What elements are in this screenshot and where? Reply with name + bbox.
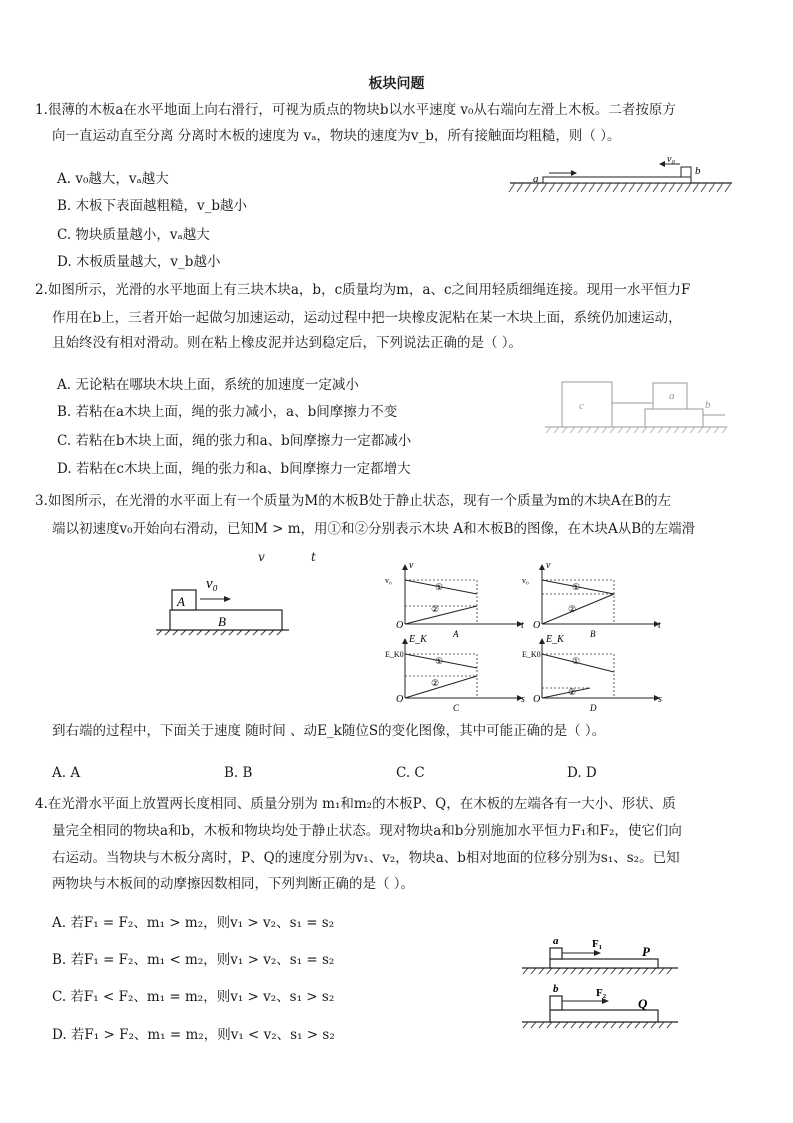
page-title: 板块问题 bbox=[368, 76, 425, 92]
graph-d-caption: D bbox=[590, 703, 597, 713]
graph-d-x-label: s bbox=[658, 694, 662, 705]
q1-label-b: b bbox=[695, 165, 701, 177]
q1-option-d[interactable]: D. 木板质量越大，v_b越小 bbox=[57, 254, 221, 270]
q2-line2: 作用在b上，三者开始一起做匀加速运动，运动过程中把一块橡皮泥粘在某一木块上面，系统仍加速运动， bbox=[52, 310, 682, 326]
q4-line1: 4.在光滑水平面上放置两长度相同、质量分别为 m₁和m₂的木板P、Q，在木板的左端各有一大小、形状、质 bbox=[35, 796, 676, 812]
graph-b-x-label: t bbox=[658, 620, 661, 631]
graph-d-y0-label: E_K0 bbox=[522, 650, 541, 659]
q2-figure bbox=[545, 375, 735, 435]
q4-board-q bbox=[550, 1010, 658, 1022]
graph-a-origin: O bbox=[396, 620, 404, 631]
graph-b-label-1: ① bbox=[572, 582, 581, 592]
graph-d-y-arrow bbox=[539, 638, 545, 644]
graph-a-label-2: ② bbox=[431, 604, 440, 614]
graph-b-curve-2 bbox=[542, 594, 614, 624]
graph-c-y-arrow bbox=[402, 638, 408, 644]
graph-a-curve-2 bbox=[405, 606, 477, 624]
graph-c-y0-label: E_K0 bbox=[385, 650, 404, 659]
graph-d-origin: O bbox=[533, 694, 541, 705]
graph-c-label-2: ② bbox=[431, 678, 440, 688]
q2-label-a: a bbox=[669, 390, 675, 402]
graph-a-y-label: v bbox=[409, 560, 414, 571]
q3-line3: 到右端的过程中，下面关于速度 随时间 、动E_k随位S的变化图像，其中可能正确的是（ ）。 bbox=[52, 723, 606, 739]
q4-figure bbox=[518, 928, 683, 1028]
q2-label-b: b bbox=[705, 399, 711, 411]
q2-line3: 且始终没有相对滑动。则在粘上橡皮泥并达到稳定后，下列说法正确的是（ ）。 bbox=[52, 335, 523, 351]
q3-option-a[interactable]: A. A bbox=[52, 765, 81, 781]
q1-option-c[interactable]: C. 物块质量越小，vₐ越大 bbox=[57, 227, 210, 243]
q1-line2: 向一直运动直至分离 分离时木板的速度为 vₐ，物块的速度为v_b，所有接触面均粗糙，则（ ）。 bbox=[52, 128, 621, 144]
q4-option-d[interactable]: D. 若F₁ > F₂、m₁ = m₂，则v₁ < v₂、s₁ > s₂ bbox=[52, 1027, 335, 1043]
q1-block-b bbox=[681, 167, 691, 177]
q2-option-b[interactable]: B. 若粘在a木块上面，绳的张力减小，a、b间摩擦力不变 bbox=[57, 404, 398, 420]
graph-a-x-label: t bbox=[521, 620, 524, 631]
q1-board-a bbox=[543, 177, 691, 183]
q3-board-b bbox=[170, 610, 282, 630]
graph-c-origin: O bbox=[396, 694, 404, 705]
graph-d-label-2: ② bbox=[568, 687, 577, 697]
q4-option-a[interactable]: A. 若F₁ = F₂、m₁ > m₂，则v₁ > v₂、s₁ = s₂ bbox=[52, 915, 335, 931]
q3-label-b: B bbox=[218, 614, 226, 629]
q4-option-b[interactable]: B. 若F₁ = F₂、m₁ < m₂，则v₁ > v₂、s₁ = s₂ bbox=[52, 952, 335, 968]
graph-a-caption: A bbox=[453, 629, 459, 639]
q1-label-v0: v₀ bbox=[667, 154, 675, 165]
q2-line1: 2.如图所示，光滑的水平地面上有三块木块a，b，c质量均为m，a、c之间用轻质细绳连接。现用一水平恒力F bbox=[35, 282, 691, 298]
q3-block-figure bbox=[152, 570, 292, 635]
graph-c-label-1: ① bbox=[435, 656, 444, 666]
q4-line2: 量完全相同的物块a和b，木板和物块均处于静止状态。现对物块a和b分别施加水平恒力F₁和F₂，使它们向 bbox=[52, 823, 682, 839]
q3-line1: 3.如图所示，在光滑的水平面上有一个质量为M的木板B处于静止状态，现有一个质量为m的木块A在B的左 bbox=[35, 493, 672, 509]
q3-label-v0: v₀ bbox=[206, 576, 218, 592]
q1-option-b[interactable]: B. 木板下表面越粗糙，v_b越小 bbox=[57, 198, 248, 214]
q4-line4: 两物块与木板间的动摩擦因数相同，下列判断正确的是（ ）。 bbox=[52, 876, 415, 892]
graph-b-y0-label: v₀ bbox=[522, 576, 529, 585]
q4-label-f2: F₂ bbox=[596, 987, 607, 999]
q3-stray-t: t bbox=[311, 550, 316, 564]
graph-a-label-1: ① bbox=[435, 582, 444, 592]
q4-board-p bbox=[550, 959, 658, 968]
graph-a-y-arrow bbox=[402, 564, 408, 570]
q2-block-b bbox=[645, 409, 703, 427]
q4-label-p: P bbox=[642, 944, 650, 959]
graph-b-origin: O bbox=[533, 620, 541, 631]
q2-label-c: c bbox=[579, 400, 584, 412]
graph-b-label-2: ② bbox=[568, 604, 577, 614]
graph-b-y-arrow bbox=[539, 564, 545, 570]
q2-block-c bbox=[562, 382, 612, 427]
q4-label-q: Q bbox=[638, 996, 648, 1011]
q4-block-a bbox=[550, 948, 562, 959]
q3-graphs bbox=[385, 562, 675, 727]
q4-label-b: b bbox=[553, 983, 559, 995]
q1-line1: 1.很薄的木板a在水平地面上向右滑行，可视为质点的物块b以水平速度 v₀从右端向左滑上木板。二者按原方 bbox=[35, 102, 676, 118]
graph-a-y0-label: v₀ bbox=[385, 576, 392, 585]
q3-option-d[interactable]: D. D bbox=[567, 765, 597, 781]
q2-option-c[interactable]: C. 若粘在b木块上面，绳的张力和a、b间摩擦力一定都减小 bbox=[57, 433, 412, 449]
q3-label-a: A bbox=[177, 594, 185, 609]
q1-option-a[interactable]: A. v₀越大，vₐ越大 bbox=[57, 171, 169, 187]
q1-label-a: a bbox=[533, 173, 539, 185]
graph-c-caption: C bbox=[453, 703, 460, 713]
q3-stray-v: v bbox=[258, 550, 265, 564]
graph-d-curve-2 bbox=[542, 688, 590, 698]
graph-c-curve-2 bbox=[405, 676, 477, 698]
q2-option-d[interactable]: D. 若粘在c木块上面，绳的张力和a、b间摩擦力一定都增大 bbox=[57, 461, 411, 477]
graph-d-y-label: E_K bbox=[546, 634, 564, 645]
q4-block-b bbox=[550, 996, 562, 1010]
q4-label-f1: F₁ bbox=[592, 938, 603, 950]
graph-b-y-label: v bbox=[546, 560, 551, 571]
q1-figure bbox=[505, 150, 735, 200]
q2-option-a[interactable]: A. 无论粘在哪块木块上面，系统的加速度一定减小 bbox=[57, 377, 359, 393]
graph-b-caption: B bbox=[590, 629, 596, 639]
graph-c-y-label: E_K bbox=[409, 634, 427, 645]
graph-d-label-1: ① bbox=[572, 656, 581, 666]
q4-option-c[interactable]: C. 若F₁ < F₂、m₁ = m₂，则v₁ > v₂、s₁ > s₂ bbox=[52, 989, 335, 1005]
q3-option-c[interactable]: C. C bbox=[396, 765, 425, 781]
graph-c-x-label: s bbox=[521, 694, 525, 705]
q3-line2: 端以初速度v₀开始向右滑动，已知M > m，用①和②分别表示木块 A和木板B的图像，在木块A从B的左端滑 bbox=[52, 521, 696, 537]
q4-label-a: a bbox=[553, 935, 559, 947]
q4-line3: 右运动。当物块与木板分离时，P、Q的速度分别为v₁、v₂，物块a、b相对地面的位移分别为s₁、s₂。已知 bbox=[52, 850, 680, 866]
q3-option-b[interactable]: B. B bbox=[224, 765, 253, 781]
